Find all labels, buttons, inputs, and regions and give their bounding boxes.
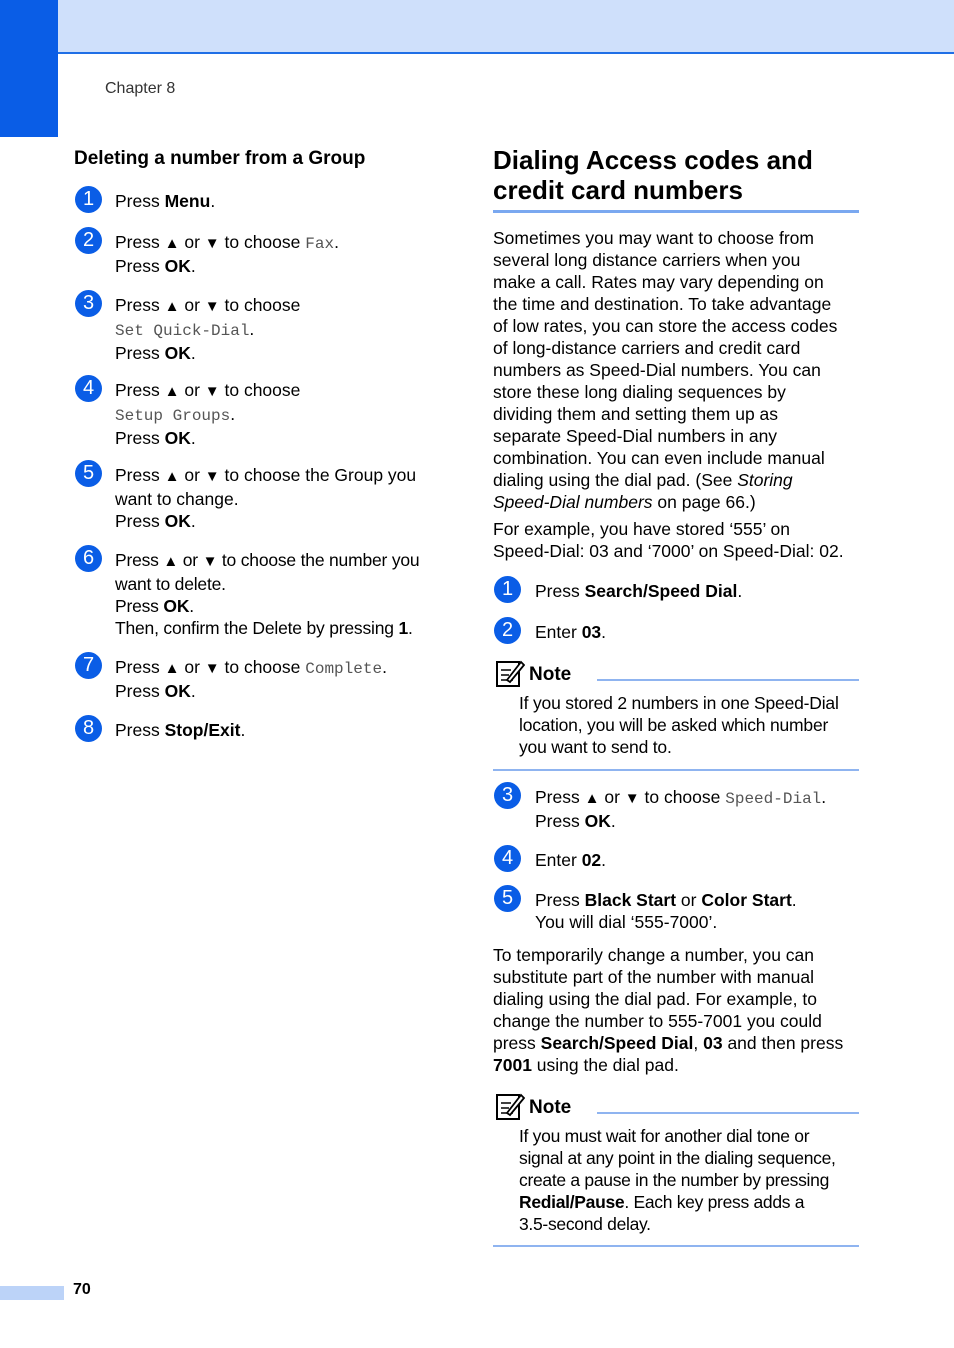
- step-number: 7: [75, 652, 102, 679]
- footer-bar: [0, 1286, 64, 1300]
- right-heading: Dialing Access codes and credit card numbers: [493, 145, 813, 205]
- step-number: 5: [494, 885, 521, 912]
- header-bar: [0, 0, 954, 54]
- example-paragraph: For example, you have stored ‘555’ on Speed-Dial: 03 and ‘7000’ on Speed-Dial: 02.: [493, 519, 844, 561]
- step-2: Press ▲ or ▼ to choose Fax. Press OK.: [115, 232, 339, 276]
- up-arrow-icon: ▲: [584, 790, 600, 807]
- right-step-4: Enter 02.: [535, 850, 607, 870]
- down-arrow-icon: ▼: [204, 660, 220, 677]
- step-number: 5: [75, 460, 102, 487]
- up-arrow-icon: ▲: [164, 660, 180, 677]
- note-divider: [597, 1112, 859, 1114]
- note-text: If you stored 2 numbers in one Speed-Dial location, you will be asked which number you want to send to.: [519, 693, 839, 757]
- step-number: 8: [75, 715, 102, 742]
- step-number: 2: [75, 227, 102, 254]
- step-number: 3: [75, 290, 102, 317]
- right-step-5: Press Black Start or Color Start. You will dial ‘555-7000’.: [535, 890, 797, 932]
- step-8: Press Stop/Exit.: [115, 720, 246, 740]
- down-arrow-icon: ▼: [204, 468, 220, 485]
- step-number: 1: [494, 576, 521, 603]
- step-7: Press ▲ or ▼ to choose Complete. Press OK.: [115, 657, 387, 701]
- up-arrow-icon: ▲: [164, 468, 180, 485]
- note-label: Note: [529, 664, 572, 685]
- up-arrow-icon: ▲: [163, 553, 179, 570]
- down-arrow-icon: ▼: [204, 383, 220, 400]
- down-arrow-icon: ▼: [202, 553, 218, 570]
- up-arrow-icon: ▲: [164, 235, 180, 252]
- left-heading: Deleting a number from a Group: [74, 148, 366, 169]
- note-end-rule: [493, 1245, 859, 1247]
- note-end-rule: [493, 769, 859, 771]
- chapter-tab: [0, 0, 58, 137]
- step-6: Press ▲ or ▼ to choose the number you want to delete. Press OK. Then, confirm the Delete by pressing 1.: [115, 550, 420, 638]
- down-arrow-icon: ▼: [204, 298, 220, 315]
- note-text: If you must wait for another dial tone or signal at any point in the dialing sequence, create a pause in the number by pressing Redial/Pause. Each key press adds a 3.5-second delay.: [519, 1126, 836, 1234]
- step-number: 2: [494, 617, 521, 644]
- page-number: 70: [73, 1281, 91, 1298]
- note-divider: [597, 679, 859, 681]
- intro-paragraph: Sometimes you may want to choose from several long distance carriers when you make a call. Rates may vary depending on the time and destination. To take advantage of low rates, you can store the access codes of long-distance carriers and credit card numbers as Speed-Dial numbers. You can store these long dialing sequences by dividing them and setting them up as separate Speed-Dial numbers in any combination. You can even include manual dialing using the dial pad. (See Storing Speed-Dial numbers on page 66.): [493, 228, 838, 512]
- step-number: 1: [75, 186, 102, 213]
- note-label: Note: [529, 1097, 572, 1118]
- step-number: 6: [75, 545, 102, 572]
- step-number: 4: [75, 375, 102, 402]
- down-arrow-icon: ▼: [624, 790, 640, 807]
- note-icon: [495, 1091, 525, 1121]
- up-arrow-icon: ▲: [164, 383, 180, 400]
- step-4: Press ▲ or ▼ to choose Setup Groups. Press OK.: [115, 380, 301, 448]
- chapter-label: Chapter 8: [105, 80, 176, 97]
- step-3: Press ▲ or ▼ to choose Set Quick-Dial. Press OK.: [115, 295, 301, 363]
- right-step-1: Press Search/Speed Dial.: [535, 581, 743, 601]
- right-step-3: Press ▲ or ▼ to choose Speed-Dial. Press OK.: [535, 787, 827, 831]
- heading-underline: [493, 210, 859, 213]
- note-icon: [495, 658, 525, 688]
- down-arrow-icon: ▼: [204, 235, 220, 252]
- up-arrow-icon: ▲: [164, 298, 180, 315]
- step-number: 4: [494, 845, 521, 872]
- right-step-2: Enter 03.: [535, 622, 607, 642]
- step-1: Press Menu.: [115, 191, 216, 211]
- step-5: Press ▲ or ▼ to choose the Group you want to change. Press OK.: [115, 465, 417, 531]
- temp-change-paragraph: To temporarily change a number, you can substitute part of the number with manual dialing using the dial pad. For example, to change the number to 555-7001 you could press Search/Speed Dial, 03 and then press 7001 using the dial pad.: [493, 945, 844, 1075]
- step-number: 3: [494, 782, 521, 809]
